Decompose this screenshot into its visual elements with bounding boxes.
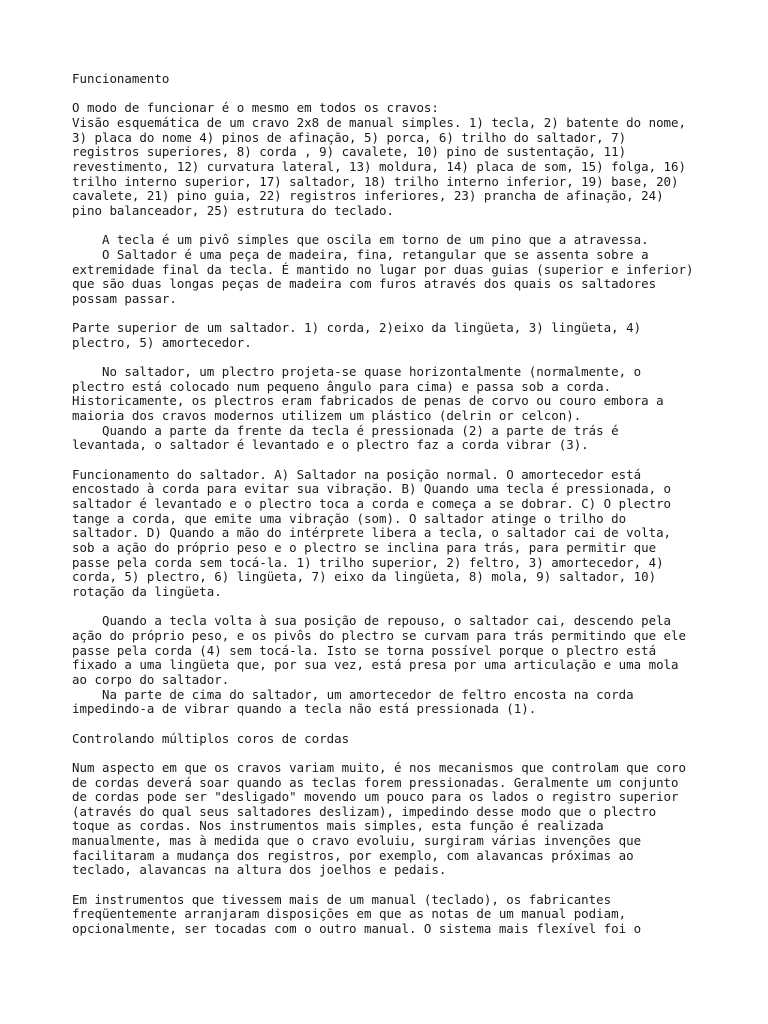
paragraph-plectro	[72, 365, 752, 453]
paragraph-tecla	[72, 233, 752, 306]
text-line: possam passar.	[72, 290, 177, 306]
text-line: A tecla é um pivô simples que oscila em torno de um pino que a atravessa.	[72, 232, 649, 248]
text-line: toque as cordas. Nos instrumentos mais simples, esta função é realizada	[72, 818, 604, 834]
text-line: opcionalmente, ser tocadas com o outro manual. O sistema mais flexível foi o	[72, 921, 642, 937]
text-line: maioria dos cravos modernos utilizem um plástico (delrin or celcon).	[72, 408, 582, 424]
text-line: revestimento, 12) curvatura lateral, 13) moldura, 14) placa de som, 15) folga, 16)	[72, 158, 687, 174]
text-line: sob a ação do próprio peso e o plectro se inclina para trás, para permitir que	[72, 540, 657, 555]
text-line: ação do próprio peso, e os pivôs do plectro se curvam para trás permitindo que ele	[72, 627, 687, 643]
text-line: Quando a tecla volta à sua posição de repouso, o saltador cai, descendo pela	[72, 613, 672, 629]
section-heading: Controlando múltiplos coros de cordas	[72, 730, 350, 746]
paragraph-choirs	[72, 761, 752, 878]
text-line: que são duas longas peças de madeira com furos através dos quais os saltadores	[72, 276, 657, 292]
text-line: plectro está colocado num pequeno ângulo para cima) e passa sob a corda.	[72, 378, 612, 394]
text-line: O modo de funcionar é o mesmo em todos os cravos:	[72, 100, 439, 116]
text-line: trilho interno superior, 17) saltador, 18) trilho interno inferior, 19) base, 20)	[72, 173, 679, 189]
text-line: fixado a uma lingüeta que, por sua vez, está presa por uma articulação e uma mola	[72, 657, 679, 673]
text-line: encostado à corda para evitar sua vibração. B) Quando uma tecla é pressionada, o	[72, 481, 672, 497]
text-line: (através do qual seus saltadores deslizam), impedindo desse modo que o plectro	[72, 803, 657, 819]
text-line: saltador. D) Quando a mão do intérprete libera a tecla, o saltador cai de volta,	[72, 525, 672, 541]
paragraph-manuals	[72, 893, 752, 937]
text-line: corda, 5) plectro, 6) lingüeta, 7) eixo da lingüeta, 8) mola, 9) saltador, 10)	[72, 569, 657, 585]
text-line: Parte superior de um saltador. 1) corda, 2)eixo da lingüeta, 3) lingüeta, 4)	[72, 320, 642, 336]
text-line: teclado, alavancas na altura dos joelhos e pedais.	[72, 862, 447, 878]
text-line: freqüentemente arranjaram disposições em que as notas de um manual podiam,	[72, 906, 627, 922]
text-line: saltador é levantado e o plectro toca a corda e começa a se dobrar. C) O plectro	[72, 496, 672, 512]
text-line: 3) placa do nome 4) pinos de afinação, 5) porca, 6) trilho do saltador, 7)	[72, 129, 627, 145]
text-line: Num aspecto em que os cravos variam muito, é nos mecanismos que controlam que coro	[72, 759, 687, 775]
text-line: Historicamente, os plectros eram fabricados de penas de corvo ou couro embora a	[72, 393, 664, 409]
heading-controlando	[72, 732, 752, 747]
heading-text: Funcionamento	[72, 71, 170, 86]
text-line: rotação da lingüeta.	[72, 583, 222, 599]
text-line: facilitaram a mudança dos registros, por exemplo, com alavancas próximas ao	[72, 847, 634, 863]
text-line: impedindo-a de vibrar quando a tecla não está pressionada (1).	[72, 701, 537, 717]
heading-funcionamento	[72, 72, 752, 87]
text-line: extremidade final da tecla. É mantido no lugar por duas guias (superior e inferior)	[72, 261, 694, 277]
text-line: O Saltador é uma peça de madeira, fina, retangular que se assenta sobre a	[72, 246, 649, 262]
text-line: Visão esquemática de um cravo 2x8 de manual simples. 1) tecla, 2) batente do nome,	[72, 114, 687, 130]
paragraph-saltador-top	[72, 321, 752, 350]
text-line: passe pela corda (4) sem tocá-la. Isto se torna possível porque o plectro está	[72, 642, 657, 658]
text-line: levantada, o saltador é levantado e o plectro faz a corda vibrar (3).	[72, 437, 589, 453]
text-line: de cordas deverá soar quando as teclas forem pressionadas. Geralmente um conjunto	[72, 774, 679, 790]
text-line: Funcionamento do saltador. A) Saltador na posição normal. O amortecedor está	[72, 466, 642, 482]
text-line: registros superiores, 8) corda , 9) cavalete, 10) pino de sustentação, 11)	[72, 144, 627, 160]
text-line: manualmente, mas à medida que o cravo evoluiu, surgiram várias invenções que	[72, 833, 642, 849]
text-line: No saltador, um plectro projeta-se quase horizontalmente (normalmente, o	[72, 364, 642, 380]
document-page	[72, 72, 752, 951]
text-line: passe pela corda sem tocá-la. 1) trilho superior, 2) feltro, 3) amortecedor, 4)	[72, 554, 664, 570]
paragraph-return	[72, 614, 752, 717]
text-line: Quando a parte da frente da tecla é pressionada (2) a parte de trás é	[72, 422, 619, 438]
text-line: de cordas pode ser "desligado" movendo um pouco para os lados o registro superior	[72, 789, 679, 805]
text-line: Em instrumentos que tivessem mais de um manual (teclado), os fabricantes	[72, 891, 612, 907]
text-line: tange a corda, que emite uma vibração (som). O saltador atinge o trilho do	[72, 510, 627, 526]
text-line: ao corpo do saltador.	[72, 671, 230, 687]
text-line: plectro, 5) amortecedor.	[72, 334, 252, 350]
paragraph-intro	[72, 101, 752, 218]
text-line: Na parte de cima do saltador, um amortecedor de feltro encosta na corda	[72, 686, 634, 702]
paragraph-saltador-function	[72, 468, 752, 600]
text-line: cavalete, 21) pino guia, 22) registros inferiores, 23) prancha de afinação, 24)	[72, 188, 664, 204]
text-line: pino balanceador, 25) estrutura do teclado.	[72, 202, 394, 218]
